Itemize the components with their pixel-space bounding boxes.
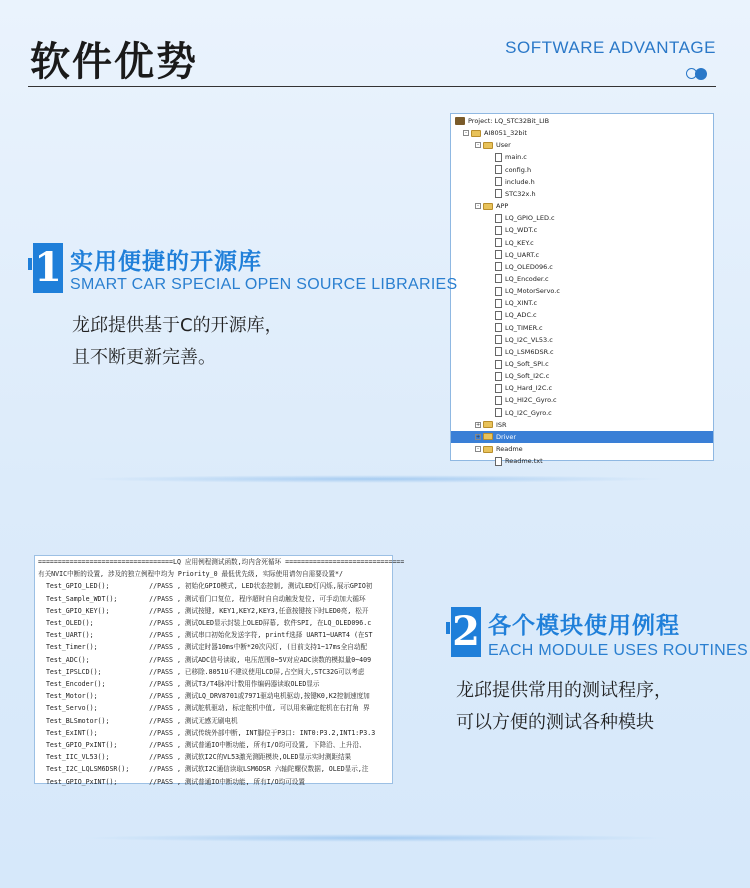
tree-item-label: APP xyxy=(496,202,509,211)
file-icon xyxy=(495,287,502,296)
tree-item-label: ISR xyxy=(496,420,507,429)
code-line: Test_ExINT(); //PASS , 测试传统外部中断, INT脚位于P3口: INT0:P3.2,INT1:P3.3 xyxy=(38,728,376,737)
tree-item-label: LQ_KEY.c xyxy=(505,238,534,247)
code-line: Test_IPSLCD(); //PASS , 已移除.8051U不建议使用LCD屏,占空间大,STC32G可以考虑 xyxy=(38,667,365,676)
page-subtitle: SOFTWARE ADVANTAGE xyxy=(505,38,716,57)
tree-item-label: LQ_I2C_Gyro.c xyxy=(505,408,552,417)
tree-item-label: Driver xyxy=(496,432,517,441)
code-line: ==================================LQ 应用例程测试函数,均内含死循环 ============================== xyxy=(38,558,405,566)
tree-item-label: LQ_Encoder.c xyxy=(505,274,549,283)
project-tree-screenshot xyxy=(450,113,714,466)
collapse-icon[interactable]: - xyxy=(475,203,481,209)
tree-item[interactable] xyxy=(451,237,713,249)
code-line: Test_OLED(); //PASS , 测试OLED显示封装上OLED屏幕, 软件SPI, 在LQ_OLED096.c xyxy=(38,619,372,627)
section1-desc-line: 且不断更新完善。 xyxy=(72,347,216,368)
tree-item-label: STC32x.h xyxy=(505,189,536,198)
tree-item-label: LQ_TIMER.c xyxy=(505,323,543,332)
section1-title: 实用便捷的开源库 xyxy=(70,249,262,275)
header-divider xyxy=(28,86,716,87)
folder-icon xyxy=(483,421,493,428)
tree-item[interactable] xyxy=(451,297,713,309)
tree-item-label: AI8051_32bit xyxy=(484,129,527,138)
file-icon xyxy=(495,189,502,198)
code-line: Test_Motor(); //PASS , 测试LQ_DRV8701或7971驱动电机驱动,按键K0,K2控制速度加 xyxy=(38,692,370,701)
section2-number: 2 xyxy=(452,608,480,655)
code-line: Test_GPIO_PxINT(); //PASS , 测试普通IO中断功能, 所有I/O均可设置, 下降沿、上升沿、 xyxy=(38,741,366,749)
tree-item[interactable] xyxy=(451,139,713,151)
section1-mark xyxy=(28,258,32,270)
section2-description xyxy=(456,675,672,739)
collapse-icon[interactable]: - xyxy=(463,130,469,136)
code-line: Test_BLSmotor(); //PASS , 测试无感无刷电机 xyxy=(38,716,238,725)
tree-item[interactable] xyxy=(451,176,713,188)
section1-subtitle: SMART CAR SPECIAL OPEN SOURCE LIBRARIES xyxy=(70,276,458,293)
file-icon xyxy=(495,177,502,186)
collapse-icon[interactable]: - xyxy=(475,446,481,452)
tree-item-label: Readme.txt xyxy=(505,457,543,466)
tree-item-label: LQ_ADC.c xyxy=(505,311,537,320)
divider-glow xyxy=(80,475,670,483)
tree-item[interactable] xyxy=(451,224,713,236)
tree-item-label: LQ_Soft_SPI.c xyxy=(505,360,549,368)
folder-icon xyxy=(471,130,481,137)
tree-item-label: config.h xyxy=(505,165,532,174)
tree-item[interactable] xyxy=(451,273,713,285)
file-icon xyxy=(495,335,502,344)
tree-item[interactable] xyxy=(451,455,713,467)
page-title: 软件优势 xyxy=(30,39,198,85)
tree-item[interactable] xyxy=(451,309,713,321)
code-line: Test_I2C_LQLSM6DSR(); //PASS , 测试软I2C通信读取LSM6DSR 六轴陀螺仪数据, OLED显示,注 xyxy=(38,765,369,774)
tree-item[interactable] xyxy=(451,164,713,176)
tree-item-label: include.h xyxy=(505,177,535,186)
project-icon xyxy=(455,117,465,125)
tree-item[interactable] xyxy=(451,285,713,297)
tree-item[interactable] xyxy=(451,334,713,346)
file-icon xyxy=(495,372,502,381)
tree-item-label: LQ_MotorServo.c xyxy=(505,287,560,296)
tree-item-label: User xyxy=(496,141,511,150)
folder-icon xyxy=(483,142,493,149)
tree-item[interactable] xyxy=(451,200,713,212)
tree-item[interactable] xyxy=(451,127,713,139)
code-line: Test_Encoder(); //PASS , 测试T3/T4脉冲计数用作编码器读取OLED显示 xyxy=(38,680,320,688)
file-icon xyxy=(495,347,502,356)
section2-desc-line: 可以方便的测试各种模块 xyxy=(456,712,654,733)
section2-title: 各个模块使用例程 xyxy=(488,613,680,639)
tree-item[interactable] xyxy=(451,346,713,358)
file-icon xyxy=(495,457,502,466)
tree-item[interactable] xyxy=(451,188,713,200)
code-line: Test_GPIO_PxINT(); //PASS , 测试普通IO中断功能, 所有I/O均可设置 xyxy=(38,777,305,786)
tree-item[interactable] xyxy=(451,261,713,273)
tree-item[interactable] xyxy=(451,407,713,419)
code-line: Test_UART(); //PASS , 测试串口初始化发送字符, printf选择 UART1~UART4 (在ST xyxy=(38,631,373,640)
code-line: Test_GPIO_LED(); //PASS , 初始化GPIO模式, LED状态控制, 测试LED灯闪烁,展示GPIO初 xyxy=(38,582,373,591)
tree-item[interactable] xyxy=(451,358,713,370)
file-icon xyxy=(495,384,502,393)
tree-item[interactable] xyxy=(451,382,713,394)
expand-icon[interactable]: + xyxy=(476,421,481,428)
code-line: 有关NVIC中断的设置, 涉及的独立例程中均为 Priority_0 最低优先级, 实际使用请勿自需要设置*/ xyxy=(38,570,343,579)
tree-item-label: LQ_OLED096.c xyxy=(505,262,553,271)
code-line: Test_Sample_WDT(); //PASS , 测试看门口复位, 程序超时自自动触发复位, 可手动加大循环 xyxy=(38,594,366,603)
tree-item-label: LQ_Soft_I2C.c xyxy=(505,372,550,381)
code-line: Test_IIC_VL53(); //PASS , 测试软I2C的VL53激光测距模块,OLED显示实时测距结果 xyxy=(38,753,352,762)
folder-icon xyxy=(483,433,493,440)
file-icon xyxy=(495,165,502,174)
tree-item[interactable] xyxy=(451,370,713,382)
tree-item-label: LQ_LSM6DSR.c xyxy=(505,347,554,356)
code-screenshot xyxy=(34,555,405,786)
collapse-icon[interactable]: - xyxy=(475,142,481,148)
tree-item[interactable] xyxy=(451,322,713,334)
file-icon xyxy=(495,274,502,283)
tree-item-label: LQ_GPIO_LED.c xyxy=(505,214,555,223)
tree-item-label: LQ_UART.c xyxy=(505,250,540,259)
folder-icon xyxy=(483,203,493,210)
tree-item-label: Project: LQ_STC32Bit_LIB xyxy=(468,117,550,125)
file-icon xyxy=(495,323,502,332)
code-line: Test_GPIO_KEY(); //PASS , 测试按键, KEY1,KEY2,KEY3,任意按键按下时LED0亮, 松开 xyxy=(38,606,369,615)
tree-item-label: LQ_HI2C_Gyro.c xyxy=(505,396,557,405)
tree-item[interactable] xyxy=(451,151,713,163)
divider-glow-bottom xyxy=(80,834,670,842)
tree-item[interactable] xyxy=(451,394,713,406)
code-line: Test_ADC(); //PASS , 测试ADC信号读取, 电压范围0~5V对应ADC读数的模拟量0~409 xyxy=(38,655,372,664)
file-icon xyxy=(495,250,502,259)
tree-item[interactable] xyxy=(451,431,713,443)
file-icon xyxy=(495,238,502,247)
tree-item[interactable] xyxy=(451,419,713,431)
tree-item[interactable] xyxy=(451,443,713,455)
expand-icon[interactable]: + xyxy=(476,433,481,440)
section2-subtitle: EACH MODULE USES ROUTINES xyxy=(488,642,748,659)
section1-description xyxy=(72,310,283,374)
tree-item-label: LQ_WDT.c xyxy=(505,226,538,235)
file-icon xyxy=(495,311,502,320)
section2-mark xyxy=(446,622,450,634)
tree-item[interactable] xyxy=(451,212,713,224)
file-icon xyxy=(495,214,502,223)
section2-desc-line: 龙邱提供常用的测试程序， xyxy=(456,680,672,701)
tree-item[interactable] xyxy=(451,115,713,127)
decor-dots-icon xyxy=(686,68,708,80)
tree-item-label: Readme xyxy=(496,445,523,454)
tree-item-label: LQ_Hard_I2C.c xyxy=(505,384,553,393)
file-icon xyxy=(495,360,502,369)
section1-desc-line: 龙邱提供基于C的开源库， xyxy=(72,315,283,336)
file-icon xyxy=(495,262,502,271)
tree-item[interactable] xyxy=(451,249,713,261)
file-icon xyxy=(495,299,502,308)
code-line: Test_Servo(); //PASS , 测试舵机驱动, 标定舵机中值, 可以用来确定舵机在右打角 界 xyxy=(38,704,370,713)
tree-item-label: main.c xyxy=(505,153,527,162)
folder-icon xyxy=(483,446,493,453)
file-icon xyxy=(495,396,502,405)
file-icon xyxy=(495,226,502,235)
tree-item-label: LQ_XINT.c xyxy=(505,299,538,308)
section1-number: 1 xyxy=(34,244,62,291)
file-icon xyxy=(495,408,502,417)
file-icon xyxy=(495,153,502,162)
code-line: Test_Timer(); //PASS , 测试定时器10ms中断*20次闪灯, (目前支持1~17ms全自动配 xyxy=(38,643,368,652)
tree-item-label: LQ_I2C_VL53.c xyxy=(505,335,553,344)
